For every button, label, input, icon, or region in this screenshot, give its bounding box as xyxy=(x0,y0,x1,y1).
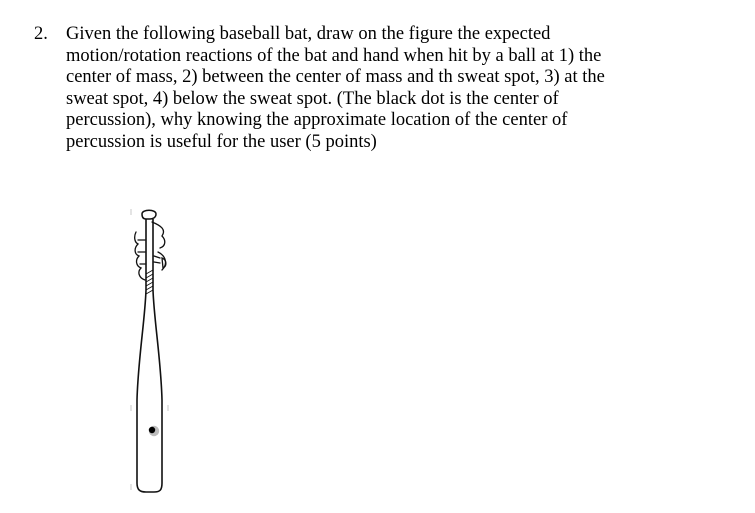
finger-lines xyxy=(138,240,146,264)
fingers xyxy=(135,232,145,280)
grip-tape xyxy=(146,270,153,294)
bat-knob xyxy=(142,210,156,219)
bat-illustration xyxy=(118,200,198,500)
question-line-4: sweat spot, 4) below the sweat spot. (The black dot is the center of xyxy=(66,88,559,109)
thumb xyxy=(152,222,165,248)
center-of-percussion-dot xyxy=(149,427,155,433)
question-text xyxy=(66,24,674,153)
question-number: 2. xyxy=(34,24,48,44)
question-block xyxy=(34,24,674,153)
question-line-2: motion/rotation reactions of the bat and hand when hit by a ball at 1) the xyxy=(66,45,602,66)
bat-body xyxy=(137,219,162,492)
knuckle-lines xyxy=(154,256,160,263)
question-line-3: center of mass, 2) between the center of mass and th sweat spot, 3) at the xyxy=(66,67,605,87)
baseball-bat-figure xyxy=(118,200,198,500)
question-line-1: Given the following baseball bat, draw on the figure the expected xyxy=(66,24,551,44)
question-line-6: percussion is useful for the user (5 points) xyxy=(66,131,377,152)
question-line-5: percussion), why knowing the approximate location of the center of xyxy=(66,110,568,130)
